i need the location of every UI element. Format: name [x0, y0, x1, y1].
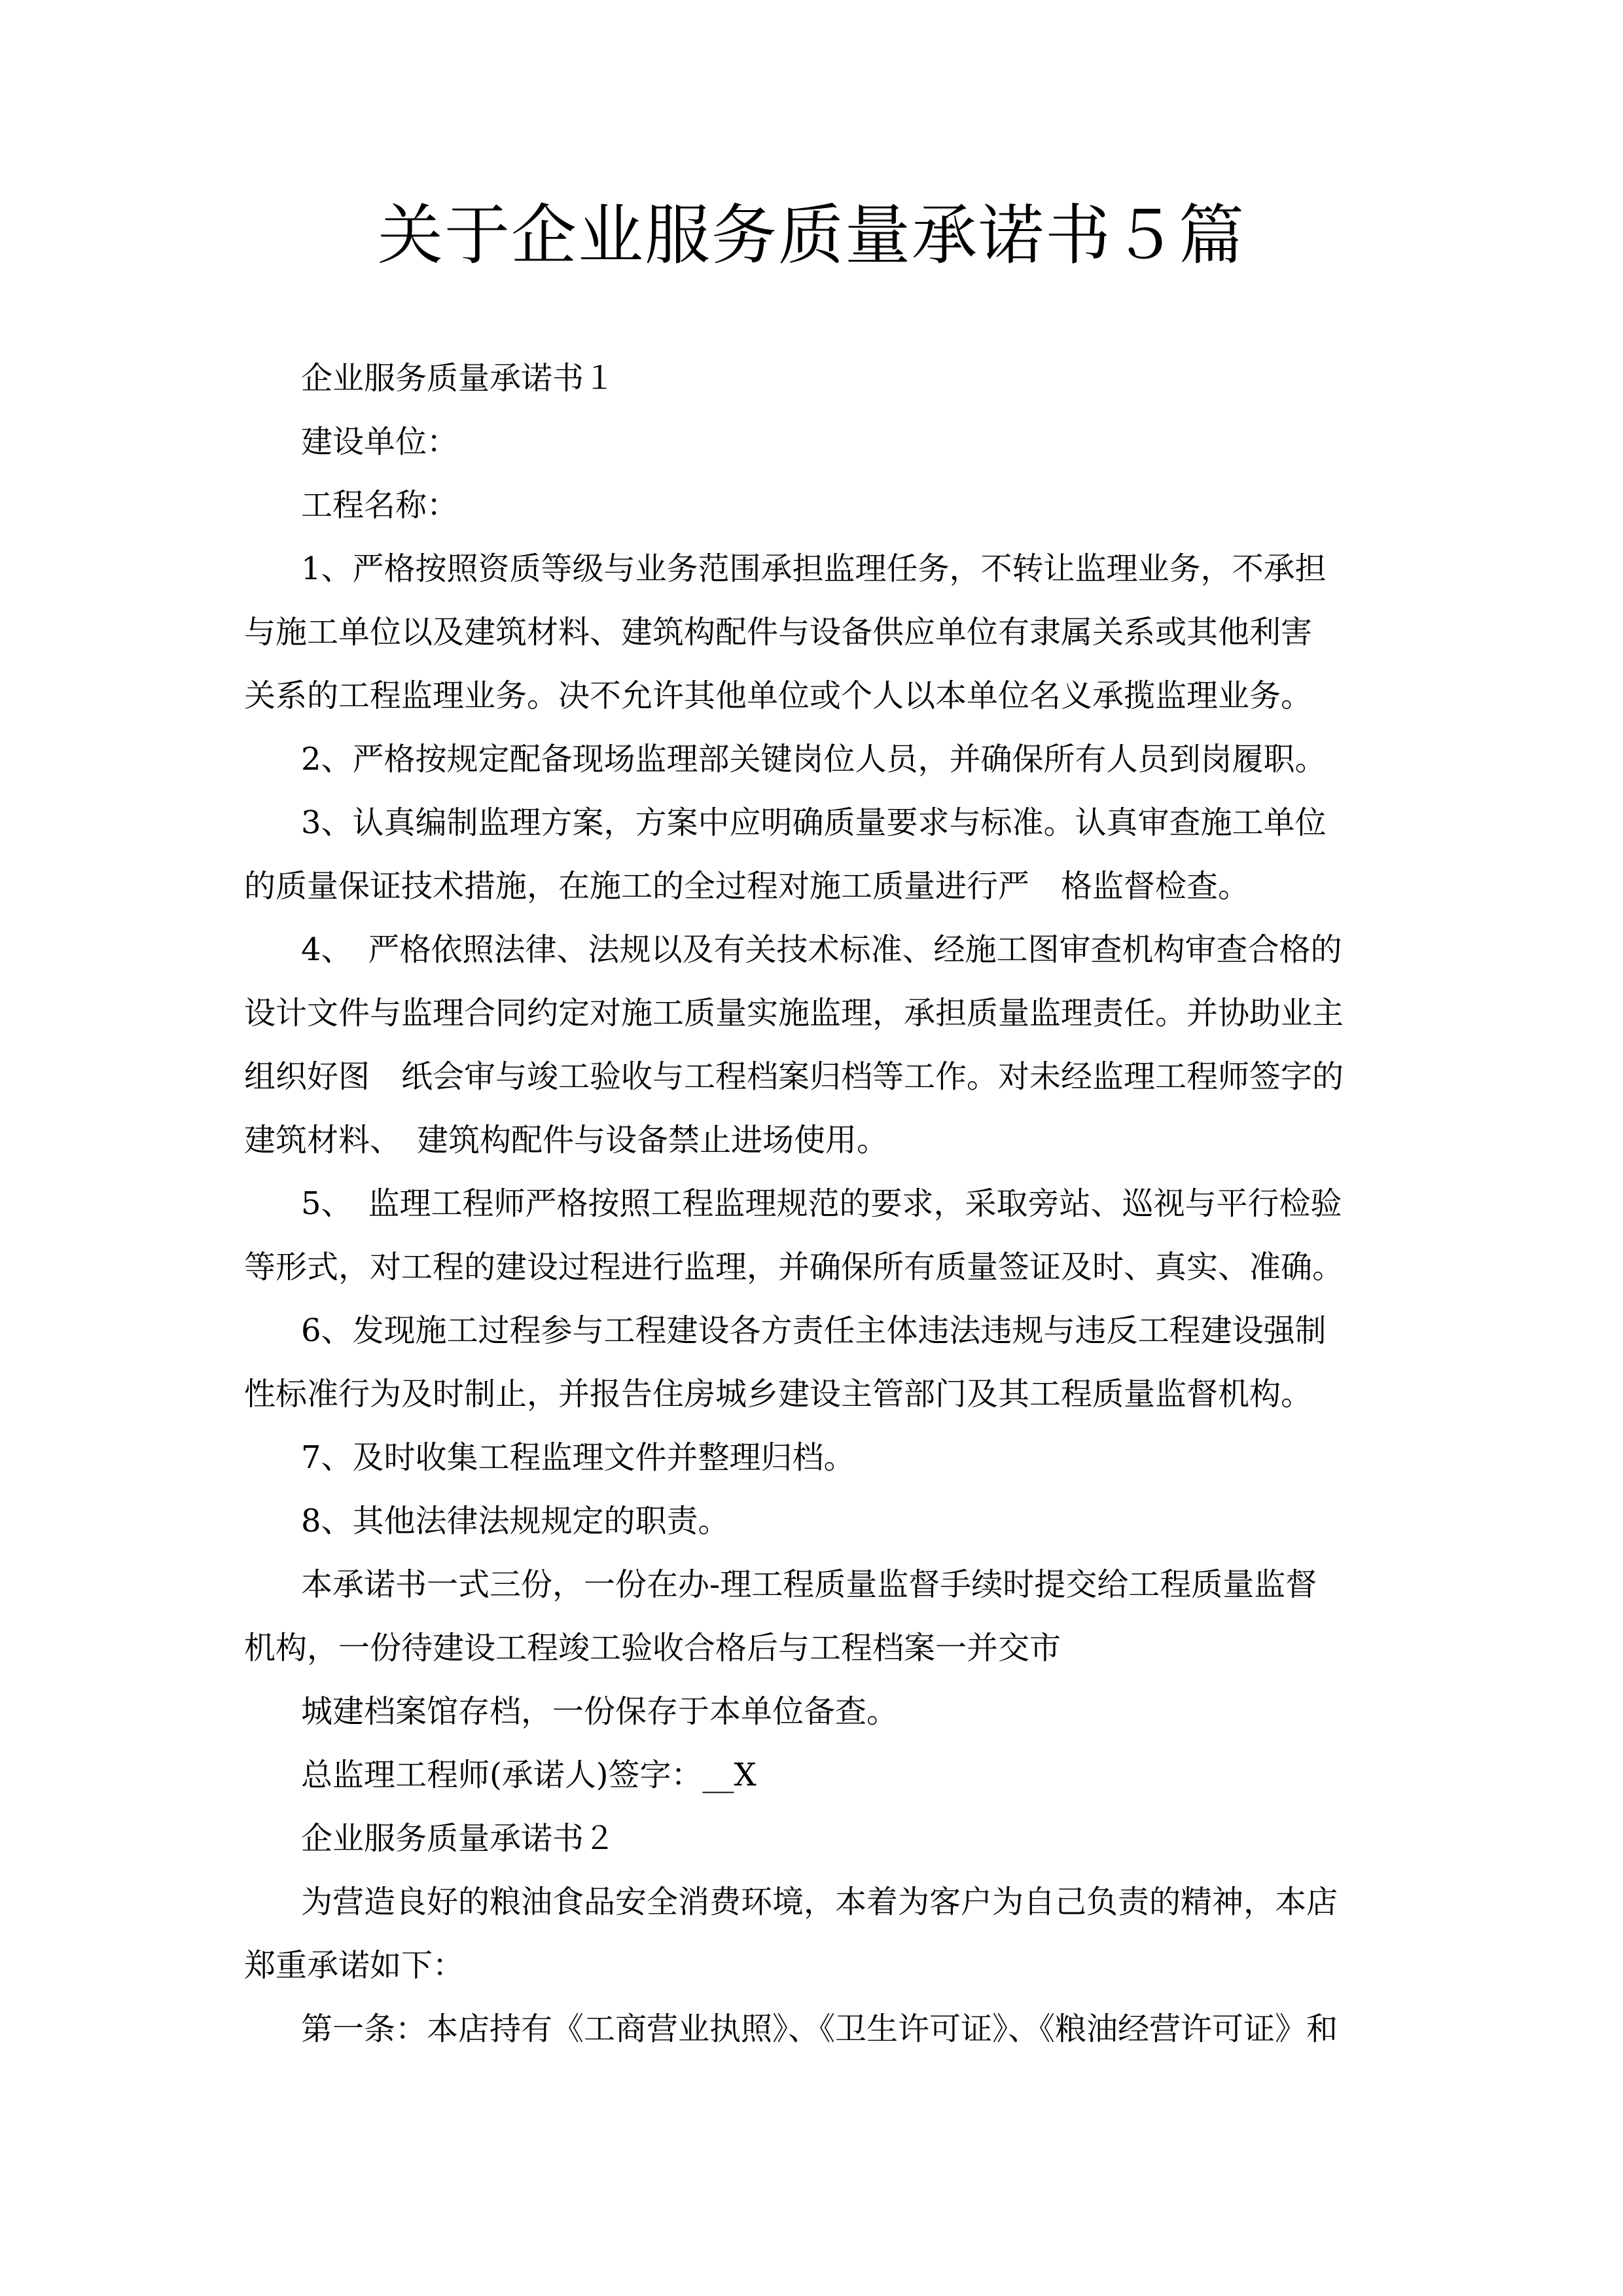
document-body [244, 347, 1380, 2061]
section-heading-1: 企业服务质量承诺书１ [301, 360, 616, 397]
paragraph-line: 关系的工程监理业务。决不允许其他单位或个人以本单位名义承揽监理业务。 [244, 677, 1313, 714]
paragraph-line: 7、及时收集工程监理文件并整理归档。 [301, 1439, 855, 1476]
section-heading-2: 企业服务质量承诺书２ [301, 1820, 616, 1857]
paragraph-line: 性标准行为及时制止，并报告住房城乡建设主管部门及其工程质量监督机构。 [244, 1376, 1313, 1412]
paragraph-line: 4、 严格依照法律、法规以及有关技术标准、经施工图审查机构审查合格的 [301, 931, 1342, 968]
paragraph-line: 等形式，对工程的建设过程进行监理，并确保所有质量签证及时、真实、准确。 [244, 1249, 1344, 1285]
paragraph-line: 的质量保证技术措施，在施工的全过程对施工质量进行严 格监督检查。 [244, 868, 1250, 905]
field-project-name: 工程名称： [301, 487, 459, 524]
paragraph-line: 组织好图 纸会审与竣工验收与工程档案归档等工作。对未经监理工程师签字的 [244, 1058, 1344, 1095]
paragraph-line: 设计文件与监理合同约定对施工质量实施监理，承担质量监理责任。并协助业主 [244, 995, 1344, 1031]
paragraph-line: 与施工单位以及建筑材料、建筑构配件与设备供应单位有隶属关系或其他利害 [244, 614, 1313, 651]
paragraph-line: 8、其他法律法规规定的职责。 [301, 1503, 730, 1539]
paragraph-line: 6、发现施工过程参与工程建设各方责任主体违法违规与违反工程建设强制 [301, 1312, 1327, 1349]
paragraph-line: 为营造良好的粮油食品安全消费环境，本着为客户为自己负责的精神，本店 [301, 1884, 1338, 1920]
signature-line: 总监理工程师(承诺人)签字：__X [301, 1757, 757, 1793]
document-title: 关于企业服务质量承诺书５篇 [378, 197, 1245, 274]
paragraph-line: 郑重承诺如下： [244, 1947, 465, 1984]
paragraph-line: 2、严格按规定配备现场监理部关键岗位人员，并确保所有人员到岗履职。 [301, 741, 1327, 778]
paragraph-line: 3、认真编制监理方案，方案中应明确质量要求与标准。认真审查施工单位 [301, 804, 1327, 841]
paragraph-line: 机构，一份待建设工程竣工验收合格后与工程档案一并交市 [244, 1630, 1061, 1666]
paragraph-line: 第一条：本店持有《工商营业执照》、《卫生许可证》、《粮油经营许可证》和 [301, 2011, 1338, 2047]
field-construction-unit: 建设单位： [301, 423, 459, 460]
paragraph-line: 5、 监理工程师严格按照工程监理规范的要求，采取旁站、巡视与平行检验 [301, 1185, 1342, 1222]
paragraph-line: 城建档案馆存档，一份保存于本单位备查。 [301, 1693, 899, 1730]
paragraph-line: 建筑材料、 建筑构配件与设备禁止进场使用。 [244, 1122, 889, 1158]
paragraph-line: 本承诺书一式三份，一份在办-理工程质量监督手续时提交给工程质量监督 [301, 1566, 1317, 1603]
paragraph-line: 1、严格按照资质等级与业务范围承担监理任务，不转让监理业务，不承担 [301, 550, 1327, 587]
